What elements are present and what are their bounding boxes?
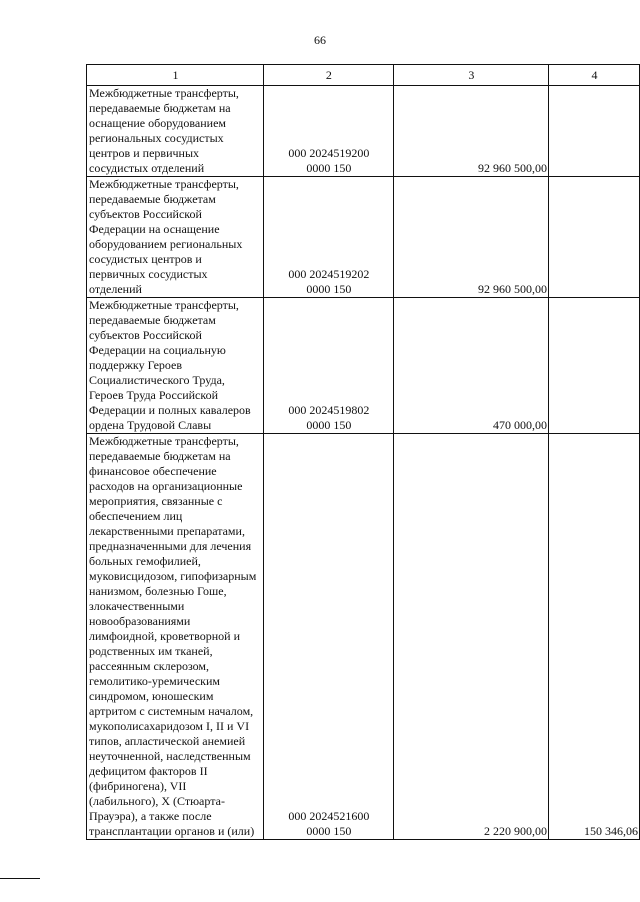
row-description: Межбюджетные трансферты, передаваемые бюджетам на оснащение оборудованием региональных сосудистых центров и первичных сосудистых отделений	[87, 86, 264, 177]
table-row	[87, 177, 640, 298]
row-extra-amount	[549, 86, 640, 177]
row-amount: 92 960 500,00	[393, 86, 548, 177]
row-budget-code: 000 2024519200 0000 150	[263, 86, 393, 177]
row-budget-code: 000 2024519202 0000 150	[263, 177, 393, 298]
footer-divider	[0, 878, 40, 879]
row-amount: 470 000,00	[393, 298, 548, 434]
column-header-1: 1	[87, 65, 264, 86]
row-description: Межбюджетные трансферты, передаваемые бюджетам субъектов Российской Федерации на оснащение оборудованием региональных сосудистых центров и первичных сосудистых отделений	[87, 177, 264, 298]
row-extra-amount	[549, 177, 640, 298]
row-extra-amount: 150 346,06	[549, 434, 640, 840]
row-amount: 2 220 900,00	[393, 434, 548, 840]
row-budget-code: 000 2024519802 0000 150	[263, 298, 393, 434]
column-header-3: 3	[393, 65, 548, 86]
row-description: Межбюджетные трансферты, передаваемые бюджетам на финансовое обеспечение расходов на организационные мероприятия, связанные с обеспечением лиц лекарственными препаратами, предназначенными для лечения больных гемофилией, муковисцидозом, гипофизарным нанизмом, болезнью Гоше, злокачественными новообразованиями лимфоидной, кроветворной и родственных им тканей, рассеянным склерозом, гемолитико-уремическим синдромом, юношеским артритом с системным началом, мукополисахаридозом I, II и VI типов, апластической анемией неуточненной, наследственным дефицитом факторов II (фибриногена), VII (лабильного), X (Стюарта- Прауэра), а также после трансплантации органов и (или)	[87, 434, 264, 840]
row-extra-amount	[549, 298, 640, 434]
row-amount: 92 960 500,00	[393, 177, 548, 298]
row-budget-code: 000 2024521600 0000 150	[263, 434, 393, 840]
table-row	[87, 86, 640, 177]
row-description: Межбюджетные трансферты, передаваемые бюджетам субъектов Российской Федерации на социальную поддержку Героев Социалистического Труда, Героев Труда Российской Федерации и полных кавалеров ордена Трудовой Славы	[87, 298, 264, 434]
column-header-2: 2	[263, 65, 393, 86]
table-row	[87, 434, 640, 840]
column-header-4: 4	[549, 65, 640, 86]
table-row	[87, 298, 640, 434]
budget-table	[86, 64, 640, 840]
table-header-row	[87, 65, 640, 86]
page-number: 66	[314, 33, 326, 47]
